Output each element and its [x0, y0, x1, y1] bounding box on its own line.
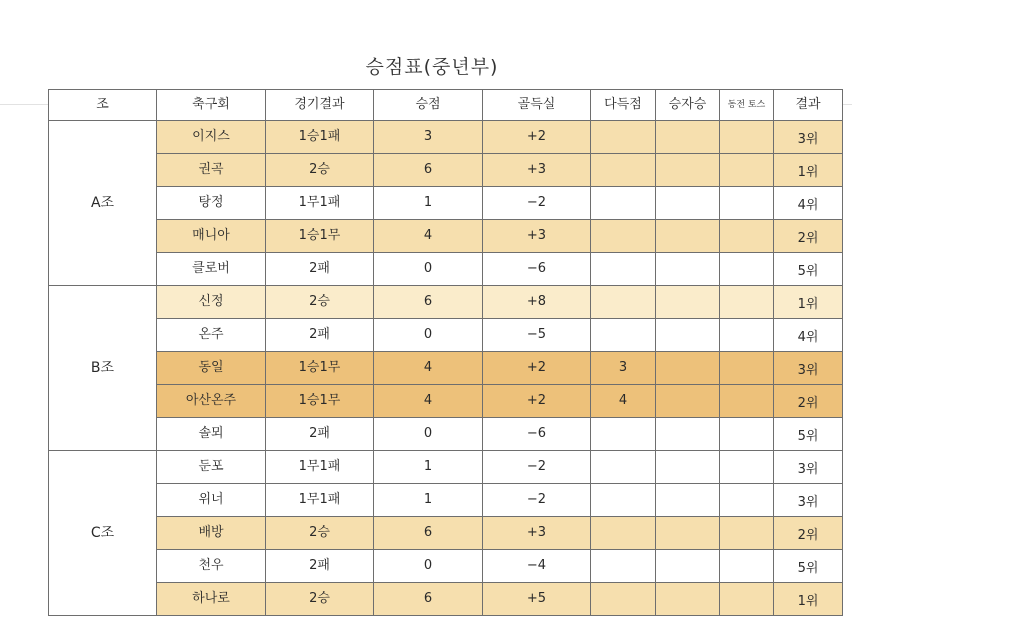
record-cell: 2승	[266, 154, 374, 187]
coin-toss-cell	[720, 319, 774, 352]
group-label: A조	[49, 121, 157, 286]
coin-toss-cell	[720, 385, 774, 418]
points-cell: 0	[374, 253, 483, 286]
table-row	[49, 154, 843, 187]
team-cell: 배방	[157, 517, 266, 550]
column-header-record: 경기결과	[266, 90, 374, 121]
table-row	[49, 286, 843, 319]
goal-diff-cell: −5	[483, 319, 591, 352]
goal-diff-cell: −2	[483, 187, 591, 220]
coin-toss-cell	[720, 154, 774, 187]
goals-scored-cell: 4	[591, 385, 656, 418]
group-label: C조	[49, 451, 157, 616]
goals-scored-cell	[591, 121, 656, 154]
coin-toss-cell	[720, 121, 774, 154]
record-cell: 2패	[266, 550, 374, 583]
result-cell: 2위	[774, 517, 843, 550]
goals-scored-cell	[591, 319, 656, 352]
record-cell: 1무1패	[266, 187, 374, 220]
coin-toss-cell	[720, 352, 774, 385]
record-cell: 2패	[266, 418, 374, 451]
table-row	[49, 517, 843, 550]
result-cell: 4위	[774, 319, 843, 352]
head-to-head-cell	[656, 154, 720, 187]
record-cell: 2승	[266, 583, 374, 616]
result-cell: 5위	[774, 418, 843, 451]
result-cell: 3위	[774, 451, 843, 484]
column-header-goal-diff: 골득실	[483, 90, 591, 121]
team-cell: 천우	[157, 550, 266, 583]
goals-scored-cell	[591, 451, 656, 484]
goal-diff-cell: +2	[483, 385, 591, 418]
head-to-head-cell	[656, 286, 720, 319]
column-header-coin-toss: 동전 토스	[720, 90, 774, 121]
goal-diff-cell: +8	[483, 286, 591, 319]
record-cell: 1승1무	[266, 220, 374, 253]
column-header-team: 축구회	[157, 90, 266, 121]
coin-toss-cell	[720, 286, 774, 319]
team-cell: 아산온주	[157, 385, 266, 418]
goal-diff-cell: −6	[483, 418, 591, 451]
table-row	[49, 583, 843, 616]
record-cell: 1무1패	[266, 484, 374, 517]
team-cell: 온주	[157, 319, 266, 352]
standings-body	[49, 121, 843, 616]
record-cell: 1승1무	[266, 352, 374, 385]
result-cell: 2위	[774, 220, 843, 253]
goal-diff-cell: +3	[483, 517, 591, 550]
coin-toss-cell	[720, 484, 774, 517]
record-cell: 2승	[266, 286, 374, 319]
points-cell: 4	[374, 352, 483, 385]
team-cell: 이지스	[157, 121, 266, 154]
table-row	[49, 187, 843, 220]
record-cell: 2승	[266, 517, 374, 550]
head-to-head-cell	[656, 187, 720, 220]
coin-toss-cell	[720, 220, 774, 253]
record-cell: 1무1패	[266, 451, 374, 484]
header-row	[49, 90, 843, 121]
table-row	[49, 484, 843, 517]
head-to-head-cell	[656, 385, 720, 418]
head-to-head-cell	[656, 319, 720, 352]
points-cell: 1	[374, 484, 483, 517]
goal-diff-cell: −2	[483, 451, 591, 484]
team-cell: 솔뫼	[157, 418, 266, 451]
goals-scored-cell	[591, 418, 656, 451]
points-cell: 0	[374, 550, 483, 583]
coin-toss-cell	[720, 253, 774, 286]
coin-toss-cell	[720, 418, 774, 451]
column-header-result: 결과	[774, 90, 843, 121]
coin-toss-cell	[720, 187, 774, 220]
goals-scored-cell	[591, 187, 656, 220]
result-cell: 1위	[774, 583, 843, 616]
goal-diff-cell: −6	[483, 253, 591, 286]
points-cell: 1	[374, 451, 483, 484]
points-cell: 0	[374, 319, 483, 352]
goals-scored-cell	[591, 550, 656, 583]
team-cell: 하나로	[157, 583, 266, 616]
goal-diff-cell: +5	[483, 583, 591, 616]
result-cell: 5위	[774, 253, 843, 286]
table-row	[49, 121, 843, 154]
result-cell: 1위	[774, 286, 843, 319]
head-to-head-cell	[656, 583, 720, 616]
head-to-head-cell	[656, 517, 720, 550]
head-to-head-cell	[656, 451, 720, 484]
points-cell: 6	[374, 583, 483, 616]
points-cell: 4	[374, 220, 483, 253]
page-title: 승점표(중년부)	[365, 56, 499, 78]
points-cell: 6	[374, 517, 483, 550]
standings-table	[48, 89, 843, 616]
head-to-head-cell	[656, 484, 720, 517]
result-cell: 2위	[774, 385, 843, 418]
head-to-head-cell	[656, 550, 720, 583]
team-cell: 매니아	[157, 220, 266, 253]
record-cell: 2패	[266, 319, 374, 352]
goal-diff-cell: −4	[483, 550, 591, 583]
team-cell: 탕정	[157, 187, 266, 220]
coin-toss-cell	[720, 583, 774, 616]
coin-toss-cell	[720, 451, 774, 484]
goal-diff-cell: +3	[483, 220, 591, 253]
table-row	[49, 352, 843, 385]
team-cell: 동일	[157, 352, 266, 385]
table-row	[49, 220, 843, 253]
head-to-head-cell	[656, 352, 720, 385]
table-row	[49, 550, 843, 583]
column-header-points: 승점	[374, 90, 483, 121]
head-to-head-cell	[656, 253, 720, 286]
goals-scored-cell	[591, 220, 656, 253]
result-cell: 3위	[774, 484, 843, 517]
result-cell: 3위	[774, 121, 843, 154]
table-row	[49, 319, 843, 352]
goal-diff-cell: +3	[483, 154, 591, 187]
table-row	[49, 451, 843, 484]
result-cell: 1위	[774, 154, 843, 187]
points-cell: 6	[374, 154, 483, 187]
head-to-head-cell	[656, 220, 720, 253]
points-cell: 1	[374, 187, 483, 220]
record-cell: 2패	[266, 253, 374, 286]
goals-scored-cell	[591, 484, 656, 517]
team-cell: 클로버	[157, 253, 266, 286]
points-cell: 3	[374, 121, 483, 154]
record-cell: 1승1패	[266, 121, 374, 154]
result-cell: 5위	[774, 550, 843, 583]
goals-scored-cell	[591, 286, 656, 319]
points-cell: 4	[374, 385, 483, 418]
table-row	[49, 418, 843, 451]
group-label: B조	[49, 286, 157, 451]
team-cell: 신정	[157, 286, 266, 319]
head-to-head-cell	[656, 418, 720, 451]
coin-toss-cell	[720, 550, 774, 583]
goal-diff-cell: −2	[483, 484, 591, 517]
column-header-goals-scored: 다득점	[591, 90, 656, 121]
goals-scored-cell	[591, 517, 656, 550]
goals-scored-cell	[591, 583, 656, 616]
goal-diff-cell: +2	[483, 352, 591, 385]
goals-scored-cell: 3	[591, 352, 656, 385]
column-header-group: 조	[49, 90, 157, 121]
team-cell: 둔포	[157, 451, 266, 484]
team-cell: 위너	[157, 484, 266, 517]
record-cell: 1승1무	[266, 385, 374, 418]
goals-scored-cell	[591, 253, 656, 286]
goals-scored-cell	[591, 154, 656, 187]
points-cell: 0	[374, 418, 483, 451]
column-header-head-to-head: 승자승	[656, 90, 720, 121]
goal-diff-cell: +2	[483, 121, 591, 154]
coin-toss-cell	[720, 517, 774, 550]
table-row	[49, 253, 843, 286]
team-cell: 권곡	[157, 154, 266, 187]
points-cell: 6	[374, 286, 483, 319]
result-cell: 3위	[774, 352, 843, 385]
table-row	[49, 385, 843, 418]
head-to-head-cell	[656, 121, 720, 154]
result-cell: 4위	[774, 187, 843, 220]
